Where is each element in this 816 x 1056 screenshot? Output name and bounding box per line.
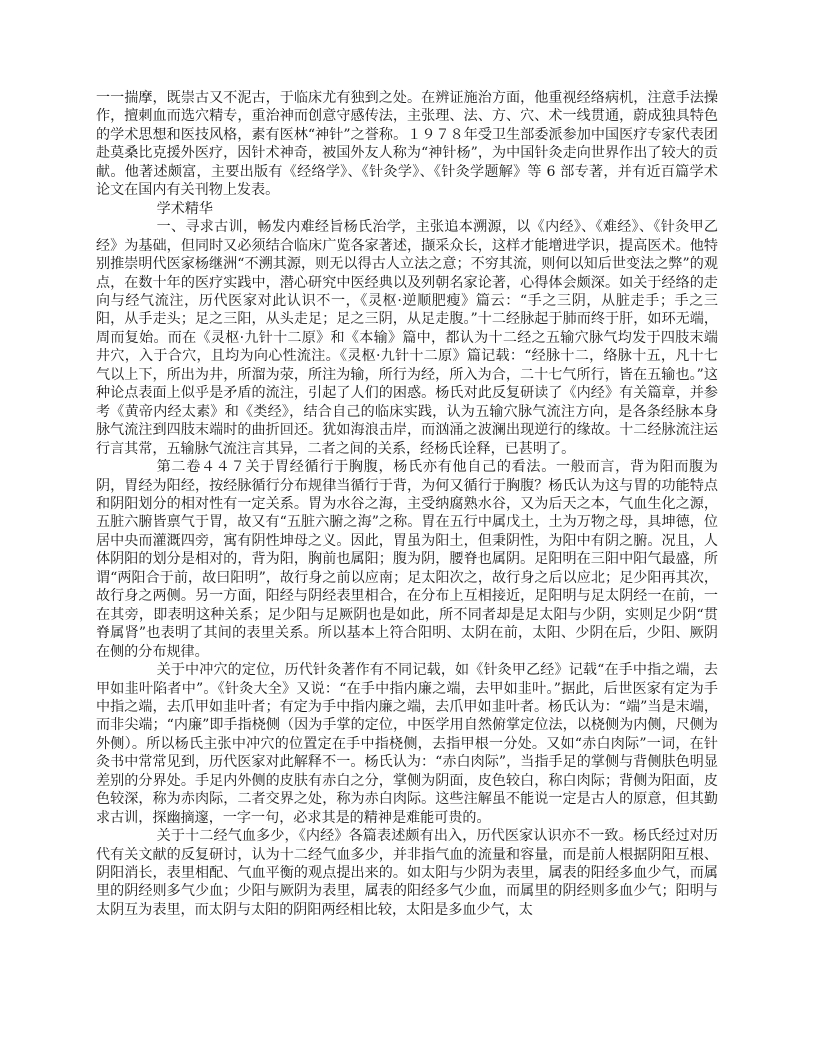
document-body bbox=[96, 89, 718, 919]
paragraph-continuation: 一一揣摩，既崇古又不泥古，于临床尤有独到之处。在辨证施治方面，他重视经络病机，注意手法操作，擅刺血而选穴精专，重治神而创意守感传法，主张理、法、方、穴、术一线贯通，蔚成独具特色的学术思想和医技风格，素有医林“神针”之誉称。１９７８年受卫生部委派参加中国医疗专家代表团赴莫桑比克援外医疗，因针术神奇，被国外友人称为“神针杨”，为中国针灸走向世界作出了较大的贡献。他著述颇富，主要出版有《经络学》、《针灸学》、《针灸学题解》等 6 部专著，并有近百篇学术论文在国内有关刊物上发表。 bbox=[96, 90, 718, 199]
paragraph-zhongchong-point: 关于中冲穴的定位，历代针灸著作有不同记载，如《针灸甲乙经》记载“在手中指之端，去甲如韭叶陷者中”。《针灸大全》又说：“在手中指内廉之端，去甲如韭叶。”据此，后世医家有定为手中指之端，去爪甲如韭叶者；有定为手中指内廉之端，去爪甲如韭叶者。杨氏认为：“端”当是末端，而非尖端；“内廉”即手指桡侧（因为手掌的定位，中医学用自然俯掌定位法，以桡侧为内侧，尺侧为外侧）。所以杨氏主张中冲穴的位置定在手中指桡侧，去指甲根一分处。又如“赤白肉际”一词，在针灸书中常常见到，历代医家对此解释不一。杨氏认为：“赤白肉际”，当指手足的掌侧与背侧肤色明显差别的分界处。手足内外侧的皮肤有赤白之分，掌侧为阴面，皮色较白，称白肉际；背侧为阳面，皮色较深，称为赤肉际，二者交界之处，称为赤白肉际。这些注解虽不能说一定是古人的原意，但其勤求古训，探幽摘邃，一字一句，必求其是的精神是难能可贵的。 bbox=[96, 662, 718, 826]
paragraph-stomach-meridian: 第二卷４４７关于胃经循行于胸腹，杨氏亦有他自己的看法。一般而言，背为阳而腹为阴，胃经为阳经，按经脉循行分布规律当循行于背，为何又循行于胸腹？杨氏认为这与胃的功能特点和阴阳划分的相对性有一定关系。胃为水谷之海，主受纳腐熟水谷，又为后天之本，气血生化之源，五脏六腑皆禀气于胃，故又有“五脏六腑之海”之称。胃在五行中属戊土，土为万物之母，具坤德，位居中央而灌溉四旁，寓有阴性坤母之义。因此，胃虽为阳土，但秉阴性，为阳中有阴之腑。况且，人体阴阳的划分是相对的，背为阳，胸前也属阳；腹为阴，腰脊也属阴。足阳明在三阳中阳气最盛，所谓“两阳合于前，故曰阳明”，故行身之前以应南；足太阳次之，故行身之后以应北；足少阳再其次，故行身之两侧。另一方面，阳经与阴经表里相合，在分布上互相接近，足阳明与足太阴经一在前，一在其旁，即表明这种关系；足少阳与足厥阴也是如此，所不同者却是足太阳与少阴，实则足少阴“贯脊属肾”也表明了其间的表里关系。所以基本上符合阳明、太阴在前，太阳、少阴在后，少阳、厥阴在侧的分布规律。 bbox=[96, 459, 718, 660]
paragraph-qi-blood-amounts: 关于十二经气血多少，《内经》各篇表述颇有出入，历代医家认识亦不一致。杨氏经过对历代有关文献的反复研讨，认为十二经气血多少，并非指气血的流量和容量，而是前人根据阴阳互根、阴阳消长，表里相配、气血平衡的观点提出来的。如太阳与少阴为表里，属表的阳经多血少气，而属里的阴经则多气少血；少阳与厥阴为表里，属表的阳经多气少血，而属里的阴经则多血少气；阳明与太阴互为表里，而太阴与太阳的阴阳两经相比较，太阳是多血少气，太 bbox=[96, 828, 718, 918]
paragraph-seeking-ancient-teachings: 一、寻求古训，畅发内难经旨杨氏治学，主张追本溯源，以《内经》、《难经》、《针灸甲乙经》为基础，但同时又必须结合临床广览各家著述，撷采众长，这样才能增进学识，提高医术。他特别推崇明代医家杨继洲“不溯其源，则无以得古人立法之意；不穷其流，则何以知后世变法之弊”的观点，在数十年的医疗实践中，潜心研究中医经典以及列朝名家论著，心得体会颇深。如关于经络的走向与经气流注，历代医家对此认识不一，《灵枢·逆顺肥瘦》篇云：“手之三阴，从脏走手；手之三阳，从手走头；足之三阳，从头走足；足之三阴，从足走腹。”十二经脉起于肺而终于肝，如环无端，周而复始。而在《灵枢·九针十二原》和《本输》篇中，都认为十二经之五输穴脉气均发于四肢末端井穴，入于合穴，且均为向心性流注。《灵枢·九针十二原》篇记载：“经脉十二，络脉十五，凡十七气以上下，所出为井，所溜为荥，所注为输，所行为经，所入为合，二十七气所行，皆在五输也。”这种论点表面上似乎是矛盾的流注，引起了人们的困惑。杨氏对此反复研读了《内经》有关篇章，并参考《黄帝内经太素》和《类经》，结合自己的临床实践，认为五输穴脉气流注方向，是各条经脉本身脉气流注到四肢末端时的曲折回还。犹如海浪击岸，而汹涌之波澜出现逆行的缘故。十二经脉流注运行言其常，五输脉气流注言其异，二者之间的关系，经杨氏诠释，已甚明了。 bbox=[96, 219, 718, 457]
section-heading-academic-essence: 学术精华 bbox=[156, 200, 213, 217]
